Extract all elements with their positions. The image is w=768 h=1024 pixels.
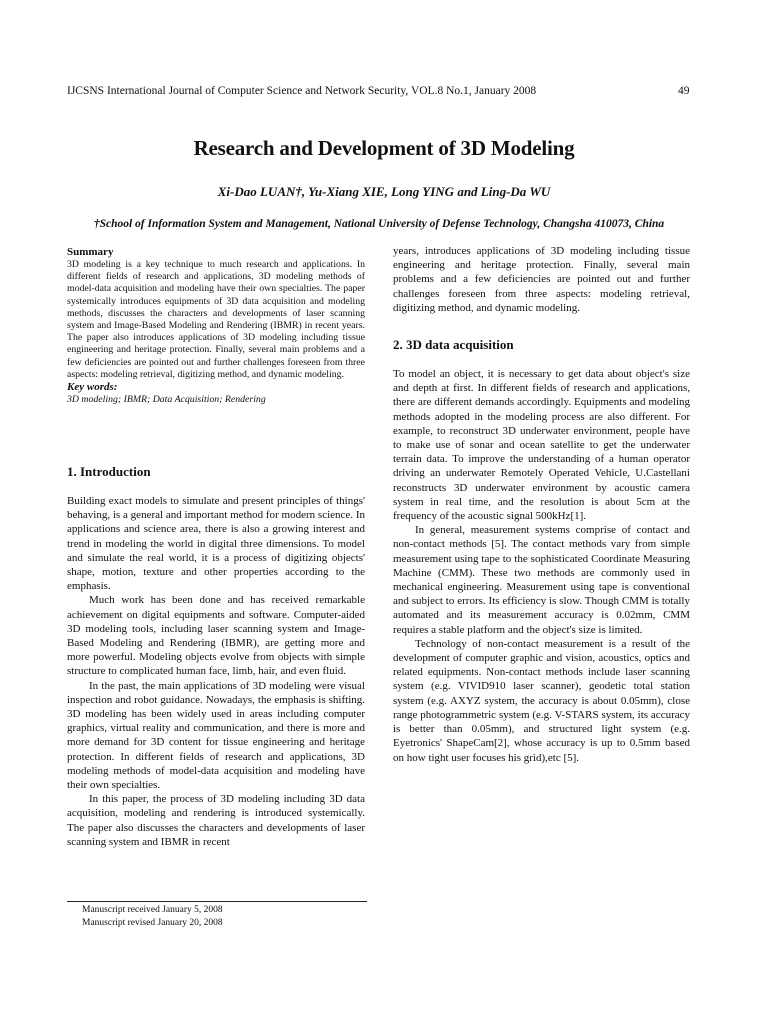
intro-paragraph-4: In this paper, the process of 3D modeling including 3D data acquisition, modeling and rendering is introduced systemically. The paper also discusses the characters and developments of laser scanning system and IBMR in recent (67, 793, 365, 848)
acquisition-paragraph-1: To model an object, it is necessary to get data about object's size and depth at first. In different fields of research and applications, there are different demands accordingly. Equipments and modeling methods adopted in the modeling process are also different. For example, to reconstruct 3D underwater environment, people have to make use of sonar and ocean satellite to get the underwater terrain data. To improve the understanding of a human operator driving an underwater Remotely Operated Vehicle, U.Castellani reconstructs 3D underwater environment by acoustic camera system in real time, and the resolution is about 5cm at the frequency of the acoustic signal 500kHz[1]. (393, 368, 690, 523)
keywords-heading: Key words: (67, 381, 118, 394)
acquisition-paragraph-2: In general, measurement systems comprise of contact and non-contact methods [5]. The contact methods vary from simple measurement using tape to the sophisticated Coordinate Measuring Machine (CMM). These two methods are commonly used in mechanical engineering. Measurement using tape is conventional and subject to errors. Its efficiency is slow. Though CMM is totally automated and its measurement accuracy is 0.02mm, CMM requires a stable platform and the object's size is limited. (393, 524, 690, 636)
intro-paragraph-2: Much work has been done and has received remarkable achievement on digital equipments and software. Computer-aided 3D modeling tools, including laser scanning system and Image-Based Modeling and Rendering (IBMR), are getting more and more powerful. Modeling objects evolve from objects with simple structure to complicated human face, limb, hair, and even fluid. (67, 594, 365, 678)
intro-heading: 1. Introduction (67, 464, 151, 479)
manuscript-revised: Manuscript revised January 20, 2008 (82, 918, 223, 928)
acquisition-heading: 2. 3D data acquisition (393, 337, 514, 353)
paper-affiliation: †School of Information System and Management, National University of Defense Technology, Changsha 410073, China (93, 218, 665, 230)
summary-text: 3D modeling is a key technique to much research and applications. In different fields of research and applications, 3D modeling methods of model-data acquisition and modeling have their own specialties. The paper systemically introduces equipments of 3D data acquisition and modeling methods, discusses the characters and developments of laser scanning system and Image-Based Modeling and Rendering (IBMR) in recent years. The paper also introduces applications of 3D modeling including tissue engineering and heritage protection. Finally, several main problems and a few deficiencies are pointed out and further challenges foreseen from three aspects: modeling retrieval, digitizing method, and dynamic modeling. (67, 259, 365, 380)
footnote-rule (67, 901, 367, 902)
paper-authors: Xi-Dao LUAN†, Yu-Xiang XIE, Long YING and Ling-Da WU (217, 184, 551, 199)
journal-header: IJCSNS International Journal of Computer Science and Network Security, VOL.8 No.1, January 2008 (67, 85, 537, 97)
left-column-front (67, 246, 365, 406)
right-column (393, 244, 690, 765)
manuscript-received: Manuscript received January 5, 2008 (82, 905, 223, 915)
intro-paragraph-3: In the past, the main applications of 3D modeling were visual inspection and robot guidance. Nowadays, the emphasis is shifting. 3D modeling has been widely used in areas including computer graphics, virtual reality and communication, and there is more and more demand for 3D content for tissue engineering and heritage protection. In different fields of research and applications, 3D modeling methods of model-data acquisition and modeling have their own specialties. (67, 679, 365, 792)
intro-paragraph-1: Building exact models to simulate and present principles of things' behaving, is a general and important method for modern science. In applications and science area, there is also a growing interest and trend in modeling the world in digital three dimensions. To model and simulate the real world, it is a process of digitizing objects' shape, motion, texture and other properties according to the emphasis. (67, 495, 365, 593)
paper-title: Research and Development of 3D Modeling (193, 136, 575, 160)
intro-paragraph-4-continued: years, introduces applications of 3D modeling including tissue engineering and heritage protection. Finally, several main problems and a few deficiencies are pointed out and further challenges foreseen from three aspects: modeling retrieval, digitizing method, and dynamic modeling. (393, 245, 690, 314)
keywords-text: 3D modeling; IBMR; Data Acquisition; Rendering (67, 394, 266, 406)
left-column-intro (67, 464, 365, 849)
summary-heading: Summary (67, 246, 114, 258)
page-number: 49 (678, 85, 690, 97)
acquisition-paragraph-3: Technology of non-contact measurement is a result of the development of computer graphic and vision, acoustics, optics and related equipments. Non-contact methods include laser scanning system (e.g. VIVID910 laser scanner), geodetic total station system (e.g. AXYZ system, the accuracy is about 0.05mm), close range photogrammetric system (e.g. V-STARS system, its accuracy is better than 0.05mm), and structured light system (e.g. Eyetronics' ShapeCam[2], whose accuracy is up to 0.5mm based on how tight user focuses his grid),etc [5]. (393, 637, 690, 764)
